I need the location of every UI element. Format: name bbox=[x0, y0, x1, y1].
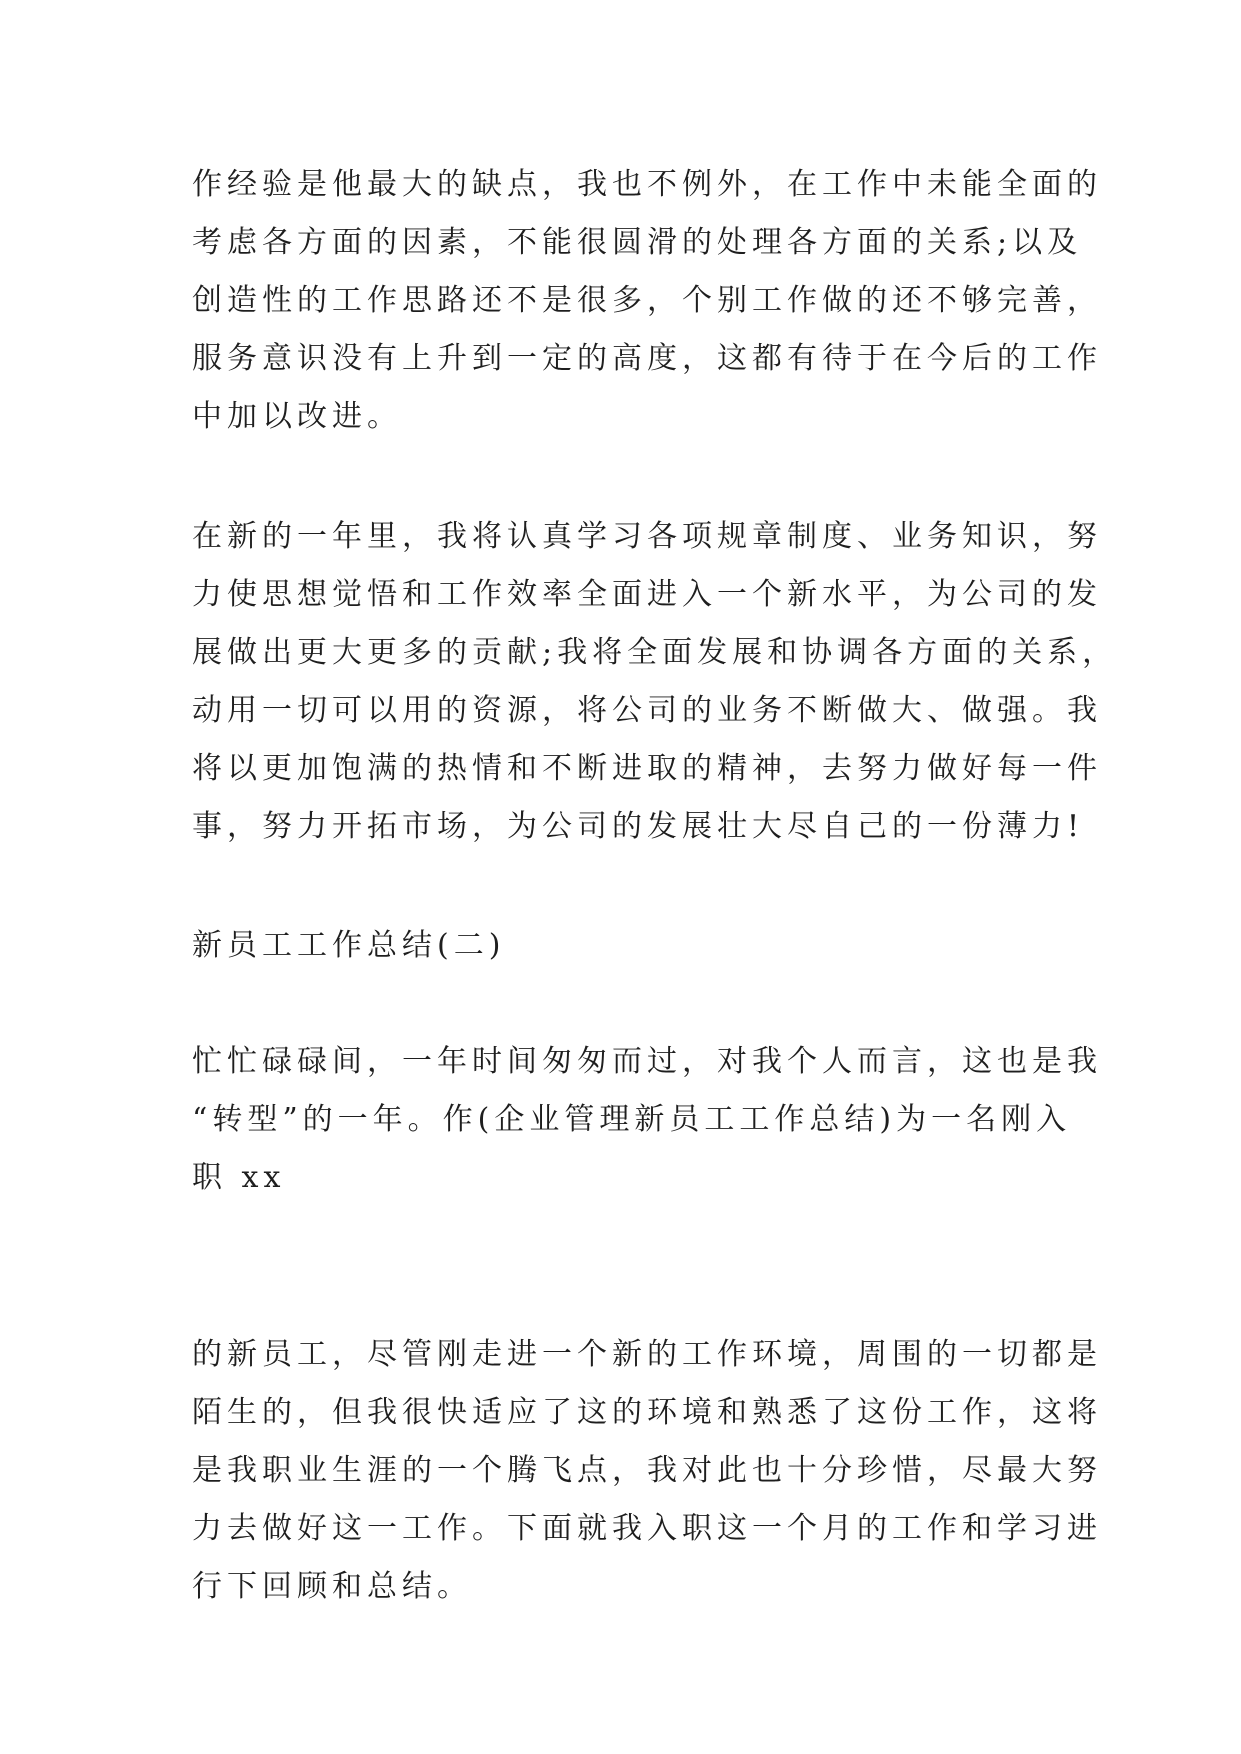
text-line: 的新员工，尽管刚走进一个新的工作环境，周围的一切都是 bbox=[192, 1337, 1102, 1372]
text-line: 创造性的工作思路还不是很多，个别工作做的还不够完善， bbox=[192, 283, 1102, 318]
text-line: 行下回顾和总结。 bbox=[192, 1569, 472, 1604]
text-line: 动用一切可以用的资源，将公司的业务不断做大、做强。我 bbox=[192, 693, 1102, 728]
text-line: 服务意识没有上升到一定的高度，这都有待于在今后的工作 bbox=[192, 341, 1102, 376]
paragraph-new-employee bbox=[192, 1326, 1102, 1616]
text-line: 中加以改进。 bbox=[192, 399, 402, 434]
text-line: 忙忙碌碌间，一年时间匆匆而过，对我个人而言，这也是我 bbox=[192, 1044, 1102, 1079]
section-title: 新员工工作总结(二) bbox=[192, 928, 506, 963]
text-line: 在新的一年里，我将认真学习各项规章制度、业务知识，努 bbox=[192, 519, 1102, 554]
text-line: 力去做好这一工作。下面就我入职这一个月的工作和学习进 bbox=[192, 1511, 1102, 1546]
text-line: 作经验是他最大的缺点，我也不例外，在工作中未能全面的 bbox=[192, 167, 1102, 202]
text-line: “转型”的一年。作(企业管理新员工工作总结)为一名刚入 bbox=[192, 1102, 1072, 1137]
section-heading bbox=[192, 917, 1072, 975]
text-line: 事，努力开拓市场，为公司的发展壮大尽自己的一份薄力! bbox=[192, 809, 1085, 844]
paragraph-weaknesses bbox=[192, 156, 1102, 446]
text-line: 陌生的，但我很快适应了这的环境和熟悉了这份工作，这将 bbox=[192, 1395, 1102, 1430]
text-line: 考虑各方面的因素，不能很圆滑的处理各方面的关系;以及 bbox=[192, 225, 1083, 260]
text-line: 力使思想觉悟和工作效率全面进入一个新水平，为公司的发 bbox=[192, 577, 1102, 612]
text-line: 职 xx bbox=[192, 1160, 286, 1195]
text-line: 展做出更大更多的贡献;我将全面发展和协调各方面的关系， bbox=[192, 635, 1118, 670]
text-line: 将以更加饱满的热情和不断进取的精神，去努力做好每一件 bbox=[192, 751, 1102, 786]
paragraph-new-year-plan bbox=[192, 508, 1118, 856]
paragraph-intro bbox=[192, 1033, 1102, 1207]
text-line: 是我职业生涯的一个腾飞点，我对此也十分珍惜，尽最大努 bbox=[192, 1453, 1102, 1488]
